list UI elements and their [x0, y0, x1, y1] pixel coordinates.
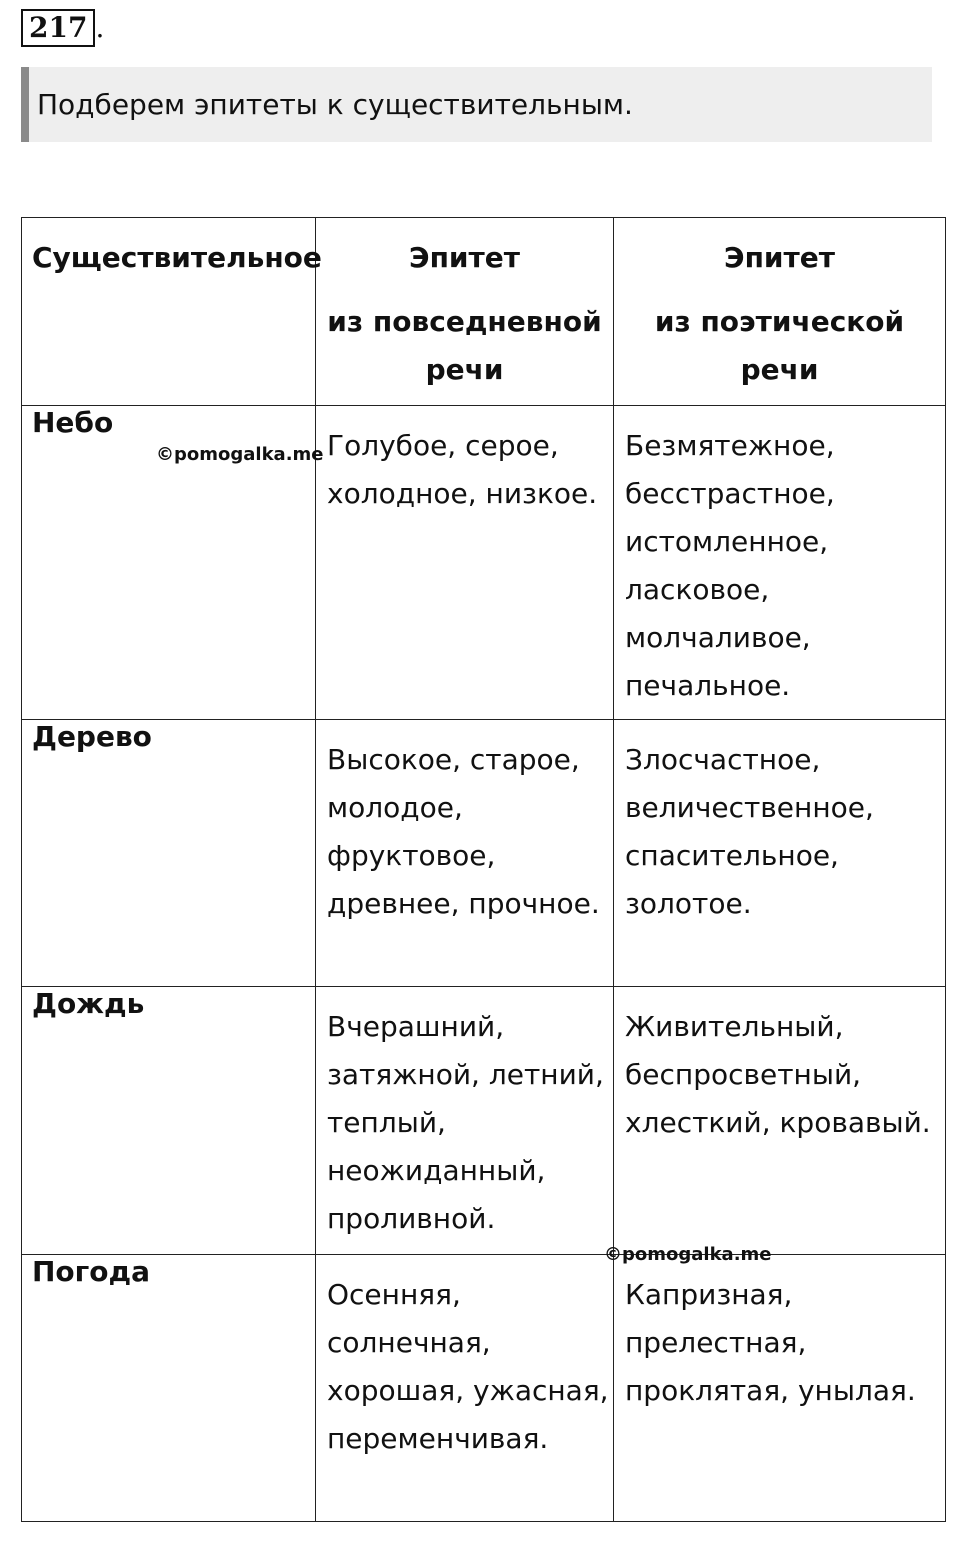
noun-cell [22, 406, 324, 720]
task-number [21, 9, 104, 47]
poetic-epithets-cell: Капризная, прелестная, проклятая, унылая. [614, 1255, 946, 1522]
table-row [22, 720, 946, 987]
task-number-box: 217 [21, 9, 95, 47]
header-everyday-title: Эпитет [409, 241, 520, 274]
task-intro: Подберем эпитеты к существительным. [21, 67, 932, 142]
header-everyday [316, 218, 614, 406]
everyday-epithets-cell: Высокое, старое, молодое, фруктовое, древнее, прочное. [316, 720, 614, 987]
task-number-dot: . [95, 11, 105, 44]
noun-label: Небо [32, 406, 114, 439]
noun-cell: Погода [22, 1255, 316, 1522]
everyday-epithets-cell: Вчерашний, затяжной, летний, теплый, неожиданный, проливной. [316, 987, 614, 1255]
noun-cell: Дерево [22, 720, 316, 987]
table-row [22, 987, 946, 1255]
everyday-epithets-cell: Голубое, серое, холодное, низкое. [316, 406, 614, 720]
header-poetic-title: Эпитет [724, 241, 835, 274]
epithets-table [21, 217, 946, 1522]
header-everyday-sub: из повседневной речи [327, 305, 602, 386]
watermark: ©pomogalka.me [156, 444, 324, 465]
table-header-row [22, 218, 946, 406]
poetic-epithets-cell: Безмятежное, бесстрастное, истомленное, ласковое, молчаливое, печальное. [614, 406, 946, 720]
poetic-epithets-cell [604, 987, 946, 1265]
poetic-epithets-cell: Злосчастное, величественное, спасительное, золотое. [614, 720, 946, 987]
watermark: ©pomogalka.me [604, 1244, 772, 1265]
poetic-epithets-text: Живительный, беспросветный, хлесткий, кровавый. [625, 1010, 931, 1139]
header-poetic-sub: из поэтической речи [654, 305, 905, 386]
table-row [22, 406, 946, 720]
header-noun: Существительное [22, 218, 316, 406]
noun-cell: Дождь [22, 987, 316, 1255]
everyday-epithets-cell: Осенняя, солнечная, хорошая, ужасная, переменчивая. [316, 1255, 614, 1522]
header-poetic [614, 218, 946, 406]
table-row [22, 1255, 946, 1522]
